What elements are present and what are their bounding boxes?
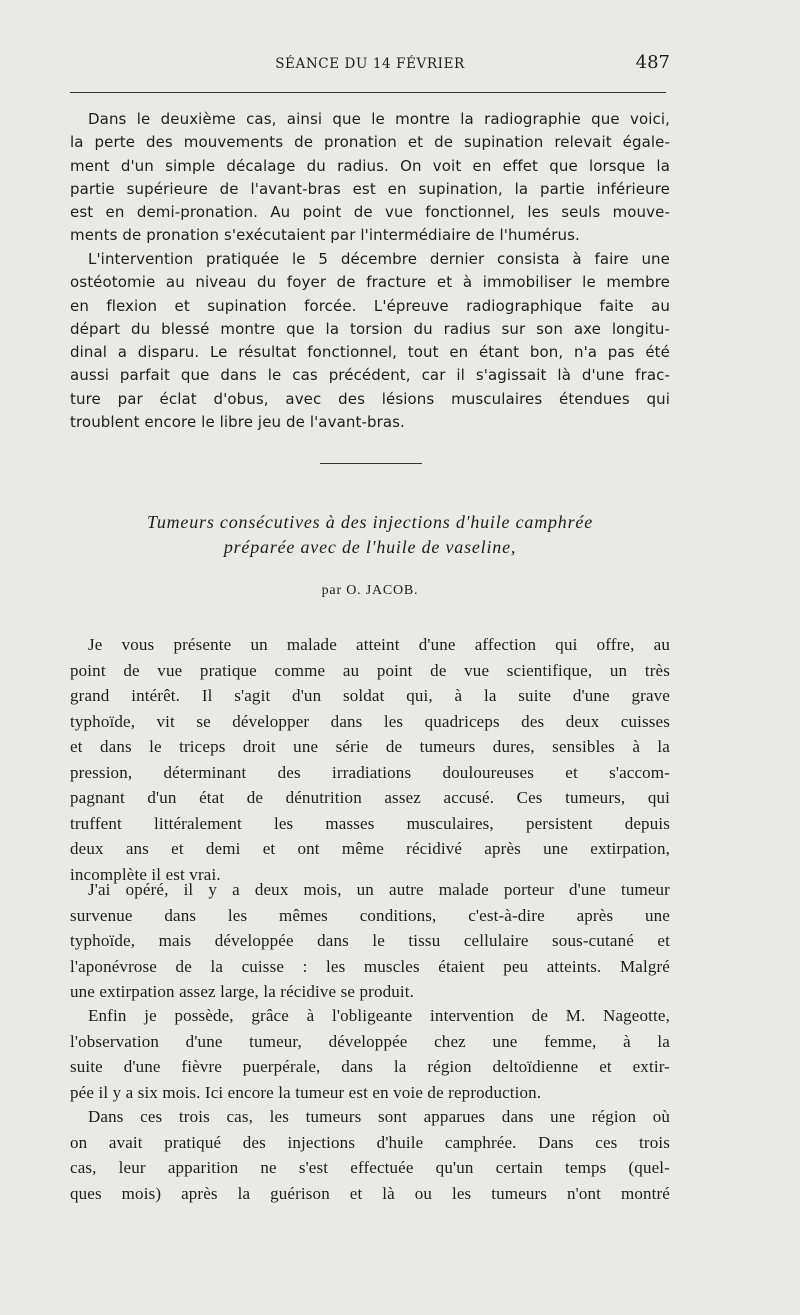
text-line: est en demi-pronation. Au point de vue fonctionnel, les seuls mouve- (70, 203, 670, 222)
text-line: cas, leur apparition ne s'est effectuée qu'un certain temps (quel- (70, 1158, 670, 1177)
text-line: suite d'une fièvre puerpérale, dans la région deltoïdienne et extir- (70, 1057, 670, 1076)
text-line: on avait pratiqué des injections d'huile camphrée. Dans ces trois (70, 1132, 670, 1152)
text-line: pression, déterminant des irradiations douloureuses et s'accom- (70, 762, 670, 782)
text-line: l'observation d'une tumeur, développée chez une femme, à la (70, 1031, 670, 1051)
text-line: truffent littéralement les masses musculaires, persistent depuis (70, 813, 670, 833)
text-line: ques mois) après la guérison et là ou les tumeurs n'ont montré (70, 1183, 670, 1203)
section1-paragraph-2 (70, 248, 670, 434)
text-line: et dans le triceps droit une série de tumeurs dures, sensibles à la (70, 737, 670, 756)
article-title-line: Tumeurs consécutives à des injections d'huile camphrée (147, 512, 593, 532)
text-line: ostéotomie au niveau du foyer de fracture et à immobiliser le membre (70, 273, 670, 292)
text-line: typhoïde, vit se développer dans les quadriceps des deux cuisses (70, 711, 670, 731)
text-line: départ du blessé montre que la torsion du radius sur son axe longitu- (70, 319, 670, 338)
text-line: Dans ces trois cas, les tumeurs sont apparues dans une région où (88, 1107, 670, 1126)
page-number: 487 (635, 52, 670, 73)
text-line: aussi parfait que dans le cas précédent, car il s'agissait là d'une frac- (70, 366, 670, 385)
running-head: SÉANCE DU 14 FÉVRIER (275, 56, 465, 72)
section1-paragraph-1 (70, 108, 670, 248)
text-line: pée il y a six mois. Ici encore la tumeur est en voie de reproduction. (70, 1082, 542, 1102)
text-line: incomplète il est vrai. (70, 864, 221, 884)
article-paragraph-3 (70, 1003, 670, 1105)
text-line: typhoïde, mais développée dans le tissu cellulaire sous-cutané et (70, 931, 670, 950)
text-line: troublent encore le libre jeu de l'avant-bras. (70, 413, 405, 432)
header-rule (70, 92, 666, 93)
text-line: Je vous présente un malade atteint d'une affection qui offre, au (88, 635, 670, 654)
page-header (70, 52, 670, 76)
article-paragraph-1 (70, 632, 670, 887)
text-line: l'aponévrose de la cuisse : les muscles étaient peu atteints. Malgré (70, 956, 670, 976)
text-line: point de vue pratique comme au point de vue scientifique, un très (70, 660, 670, 680)
text-line: ture par éclat d'obus, avec des lésions musculaires étendues qui (70, 389, 670, 408)
text-line: Dans le deuxième cas, ainsi que le montre la radiographie que voici, (88, 110, 670, 128)
article-paragraph-4 (70, 1104, 670, 1206)
text-line: grand intérêt. Il s'agit d'un soldat qui, à la suite d'une grave (70, 686, 670, 705)
text-line: J'ai opéré, il y a deux mois, un autre malade porteur d'une tumeur (88, 880, 670, 899)
text-line: deux ans et demi et ont même récidivé après une extirpation, (70, 839, 670, 858)
article-title (70, 510, 670, 560)
text-line: ments de pronation s'exécutaient par l'intermédiaire de l'humérus. (70, 226, 580, 245)
text-line: dinal a disparu. Le résultat fonctionnel, tout en étant bon, n'a pas été (70, 343, 670, 362)
text-line: Enfin je possède, grâce à l'obligeante intervention de M. Nageotte, (88, 1006, 670, 1025)
text-line: la perte des mouvements de pronation et de supination relevait égale- (70, 133, 670, 152)
text-line: en flexion et supination forcée. L'épreuve radiographique faite au (70, 296, 670, 315)
text-line: ment d'un simple décalage du radius. On voit en effet que lorsque la (70, 156, 670, 175)
article-title-line: préparée avec de l'huile de vaseline, (223, 537, 517, 557)
text-line: une extirpation assez large, la récidive se produit. (70, 982, 415, 1001)
article-paragraph-2 (70, 877, 670, 1005)
text-line: pagnant d'un état de dénutrition assez accusé. Ces tumeurs, qui (70, 788, 670, 807)
article-byline: par O. JACOB. (321, 583, 419, 598)
text-line: L'intervention pratiquée le 5 décembre dernier consista à faire une (88, 250, 670, 268)
text-line: survenue dans les mêmes conditions, c'est-à-dire après une (70, 905, 670, 925)
text-line: partie supérieure de l'avant-bras est en supination, la partie inférieure (70, 179, 670, 198)
section-separator (320, 463, 422, 464)
